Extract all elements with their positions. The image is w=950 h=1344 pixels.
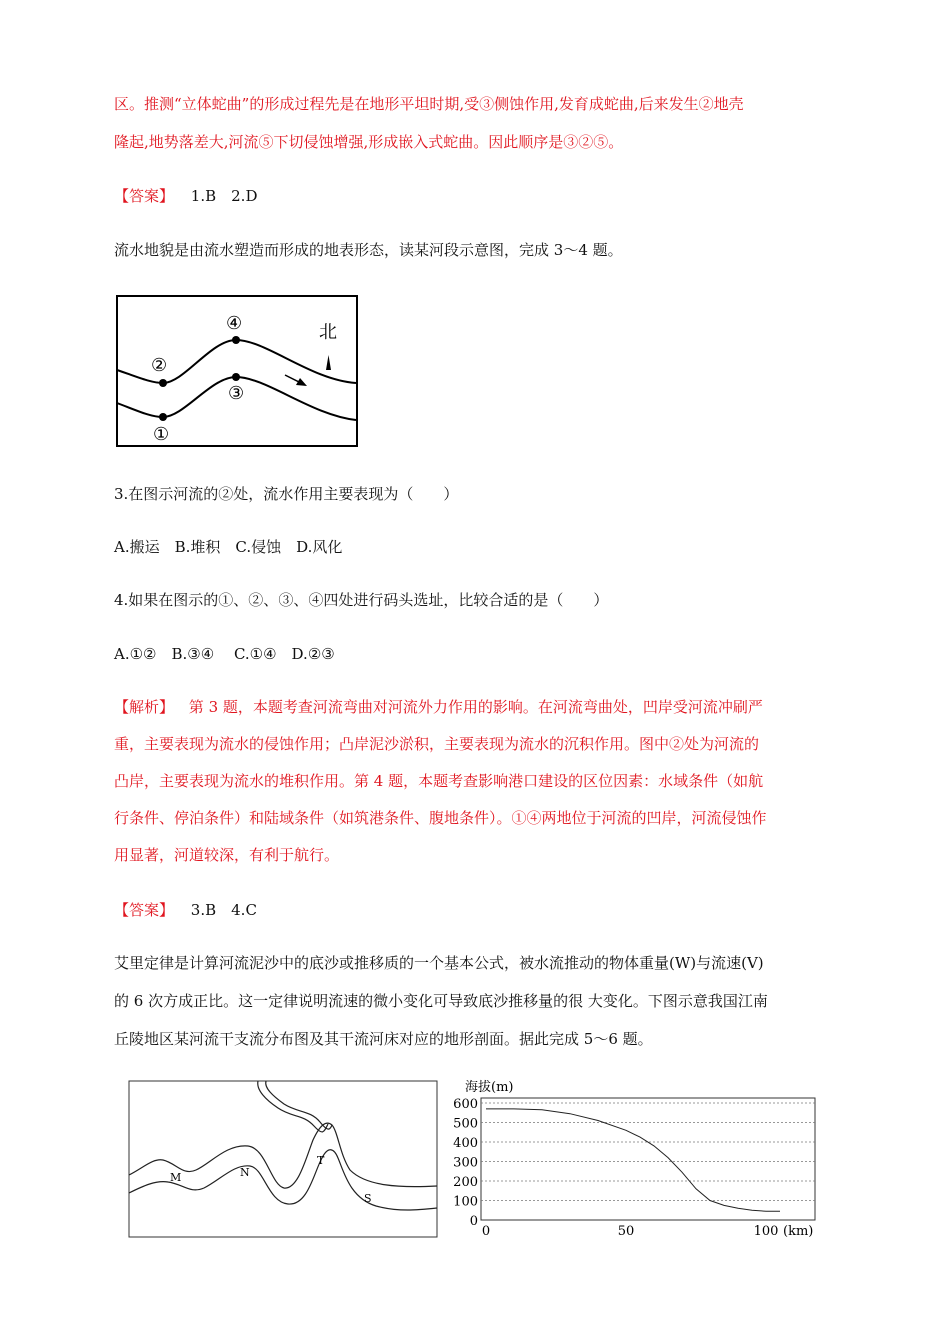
point-2-marker [159, 379, 167, 387]
answer-1-tag: 【答案】 [114, 187, 175, 205]
y-axis-title: 海拔(m) [465, 1080, 514, 1095]
elevation-profile-chart [448, 1076, 820, 1246]
intro-3-4: 流水地貌是由流水塑造而形成的地表形态，读某河段示意图，完成 3～4 题。 [114, 241, 623, 259]
north-label: 北 [319, 322, 337, 343]
y-tick-200: 200 [453, 1175, 478, 1190]
answer-1-text: 1.B 2.D [190, 187, 258, 205]
point-3-marker [232, 373, 240, 381]
intro-5-6-line-2: 的 6 次方成正比。这一定律说明流速的微小变化可导致底沙推移量的很 大变化。下图示意我国江南 [114, 992, 768, 1010]
answer-2-text: 3.B 4.C [190, 901, 257, 919]
analysis-2-line-5: 用显著，河道较深，有利于航行。 [114, 846, 340, 864]
analysis-2-line-4: 行条件、停泊条件）和陆域条件（如筑港条件、腹地条件）。①④两地位于河流的凹岸，河流侵蚀作 [114, 809, 767, 827]
river-segment-figure [116, 295, 358, 451]
label-t: T [317, 1154, 325, 1167]
point-1-marker [159, 413, 167, 421]
point-4-label: ④ [226, 313, 243, 334]
x-tick-100: 100 [753, 1224, 779, 1239]
question-3-options: A.搬运 B.堆积 C.侵蚀 D.风化 [114, 538, 343, 556]
x-tick-50: 50 [617, 1224, 635, 1239]
x-axis-unit: (km) [783, 1224, 814, 1239]
river-network-map [128, 1080, 438, 1242]
point-2-label: ② [151, 355, 168, 376]
question-4-options: A.①② B.③④ C.①④ D.②③ [114, 645, 335, 663]
point-3-label: ③ [228, 383, 245, 404]
question-4-stem: 4.如果在图示的①、②、③、④四处进行码头选址，比较合适的是（ ） [114, 591, 609, 609]
answer-1 [114, 186, 257, 206]
label-s: S [364, 1192, 372, 1205]
analysis-2-line-2: 重，主要表现为流水的侵蚀作用；凸岸泥沙淤积，主要表现为流水的沉积作用。图中②处为河流的 [114, 735, 760, 753]
x-tick-0: 0 [481, 1224, 491, 1239]
analysis-top-line-1: 区。推测“立体蛇曲”的形成过程先是在地形平坦时期,受③侧蚀作用,发育成蛇曲,后来发生②地壳 [114, 95, 744, 113]
chart-plot-frame [481, 1098, 815, 1220]
y-tick-300: 300 [453, 1155, 478, 1171]
y-tick-600: 600 [453, 1097, 478, 1112]
analysis-2-tag: 【解析】 [114, 698, 175, 716]
y-tick-0: 0 [469, 1214, 478, 1229]
intro-5-6-line-3: 丘陵地区某河流干支流分布图及其干流河床对应的地形剖面。据此完成 5～6 题。 [114, 1030, 653, 1048]
analysis-2-line-1 [114, 697, 763, 717]
y-tick-labels [453, 1097, 478, 1229]
label-m: M [170, 1171, 182, 1184]
x-tick-labels [482, 1224, 779, 1239]
intro-5-6-line-1: 艾里定律是计算河流泥沙中的底沙或推移质的一个基本公式，被水流推动的物体重量(W)与流速(V) [114, 954, 764, 972]
analysis-2-text-1: 第 3 题，本题考查河流弯曲对河流外力作用的影响。在河流弯曲处，凹岸受河流冲刷严 [188, 698, 763, 716]
point-4-marker [232, 336, 240, 344]
label-n: N [240, 1166, 250, 1179]
y-tick-500: 500 [453, 1116, 478, 1132]
answer-2-tag: 【答案】 [114, 901, 175, 919]
analysis-2-line-3: 凸岸，主要表现为流水的堆积作用。第 4 题，本题考查影响港口建设的区位因素：水域条件（如航 [114, 772, 764, 790]
y-tick-400: 400 [453, 1136, 478, 1151]
map-frame [129, 1081, 437, 1237]
answer-2 [114, 900, 257, 920]
y-tick-100: 100 [453, 1194, 478, 1210]
question-3-stem: 3.在图示河流的②处，流水作用主要表现为（ ） [114, 485, 459, 503]
point-1-label: ① [153, 424, 170, 445]
analysis-top-line-2: 隆起,地势落差大,河流⑤下切侵蚀增强,形成嵌入式蛇曲。因此顺序是③②⑤。 [114, 133, 624, 151]
